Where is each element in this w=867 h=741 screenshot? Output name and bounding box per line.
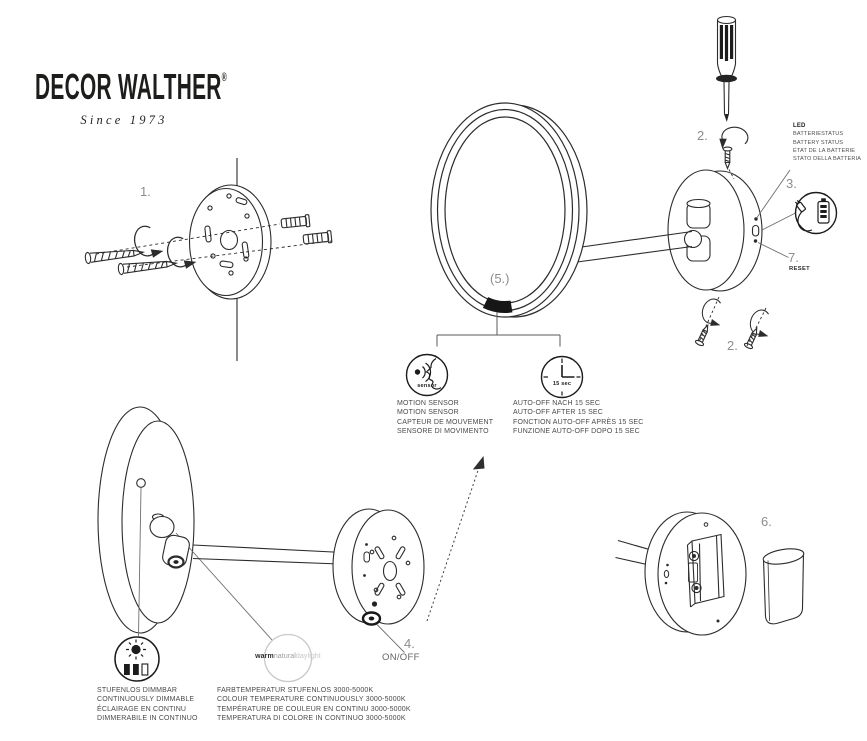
timer-icon <box>542 357 583 398</box>
caption-line: CONTINUOUSLY DIMMABLE <box>97 696 195 704</box>
motion-sensor-icon <box>407 355 448 396</box>
caption-line: MOTION SENSOR <box>397 400 459 407</box>
caption-line: ÉCLAIRAGE EN CONTINU <box>97 705 187 713</box>
caption-line: CAPTEUR DE MOUVEMENT <box>397 418 494 426</box>
color-temperature-caption <box>217 686 411 724</box>
caption-line: AUTO-OFF AFTER 15 SEC <box>513 409 603 417</box>
brightness-icon <box>115 637 159 681</box>
step-label-3: 3. <box>786 176 797 191</box>
led-title: LED <box>793 123 806 129</box>
rotation-arrow-icon <box>718 126 748 151</box>
wall-mount-rear <box>333 509 424 625</box>
caption-line: DIMMERABILE IN CONTINUO <box>97 715 198 723</box>
color-scale-label <box>246 653 330 660</box>
wall-anchor-icon <box>281 215 310 230</box>
step-label-2-top: 2. <box>697 128 708 143</box>
screw-icon <box>695 323 712 346</box>
caption-line: FUNZIONE AUTO-OFF DOPO 15 SEC <box>513 428 640 436</box>
caption-line: MOTION SENSOR <box>397 409 459 417</box>
caption-line: AUTO-OFF NACH 15 SEC <box>513 400 601 407</box>
warm-label: warm <box>255 653 274 660</box>
screw-icon <box>118 258 177 275</box>
daylight-label: daylight <box>295 653 321 660</box>
fig-mirror-front <box>431 17 776 350</box>
brand-name-text: DECOR WALTHER <box>35 66 222 107</box>
rotation-arrow-icon <box>699 296 728 328</box>
brand-logo <box>35 68 245 106</box>
step-label-5: (5.) <box>490 271 510 286</box>
registered-mark: ® <box>221 70 227 84</box>
step-label-1: 1. <box>140 184 151 199</box>
caption-line: SENSORE DI MOVIMENTO <box>397 428 489 436</box>
wall-anchor-icon <box>303 231 332 246</box>
caption-line: FARBTEMPERATUR STUFENLOS 3000-5000K <box>217 687 374 694</box>
on-off-label: ON/OFF <box>382 652 420 663</box>
dotted-arrow <box>427 456 485 621</box>
caption-line: FONCTION AUTO-OFF APRÈS 15 SEC <box>513 418 644 426</box>
fig-mirror-rear <box>98 407 485 682</box>
caption-line: BATTERIESTATUS <box>793 131 844 138</box>
step-label-7: 7. <box>788 250 799 265</box>
mirror-back <box>98 407 194 633</box>
screw-icon <box>85 247 144 264</box>
fig-battery-compartment <box>616 512 805 635</box>
fig-mounting-plate <box>85 158 332 361</box>
led-status-caption <box>793 122 861 163</box>
timer-badge-label: 15 sec <box>552 381 572 387</box>
screw-icon <box>723 147 732 168</box>
brand-name <box>35 66 227 107</box>
caption-line: BATTERY STATUS <box>793 139 844 146</box>
caption-line: ÉTAT DE LA BATTERIE <box>793 147 856 154</box>
caption-line: COLOUR TEMPERATURE CONTINUOUSLY 3000-5000K <box>217 696 406 704</box>
motion-sensor-caption <box>397 399 493 437</box>
sensor-window <box>486 303 512 308</box>
step-label-6: 6. <box>761 514 772 529</box>
mounting-plate <box>190 185 272 299</box>
caption-line: STUFENLOS DIMMBAR <box>97 687 178 694</box>
mirror-arm <box>193 545 353 565</box>
caption-line: TEMPERATURA DI COLORE IN CONTINUO 3000-5000K <box>217 715 406 723</box>
caption-line: STATO DELLA BATTERIA <box>793 156 862 163</box>
step-label-2-bottom: 2. <box>727 338 738 353</box>
step-label-4: 4. <box>404 636 415 651</box>
caption-line: TEMPÉRATURE DE COULEUR EN CONTINU 3000-5000K <box>217 705 411 713</box>
dimmable-caption <box>97 686 198 724</box>
wall-mount-open <box>645 512 746 635</box>
battery-cover <box>762 546 805 623</box>
reset-label: RESET <box>789 266 811 272</box>
charging-icon <box>794 193 836 234</box>
sensor-badge-label: sensor <box>417 383 437 389</box>
natural-label: natural <box>273 653 296 660</box>
screwdriver-icon <box>716 17 737 123</box>
brand-tagline: Since 1973 <box>80 113 168 127</box>
wall-mount <box>668 170 762 291</box>
auto-off-caption <box>513 399 644 437</box>
